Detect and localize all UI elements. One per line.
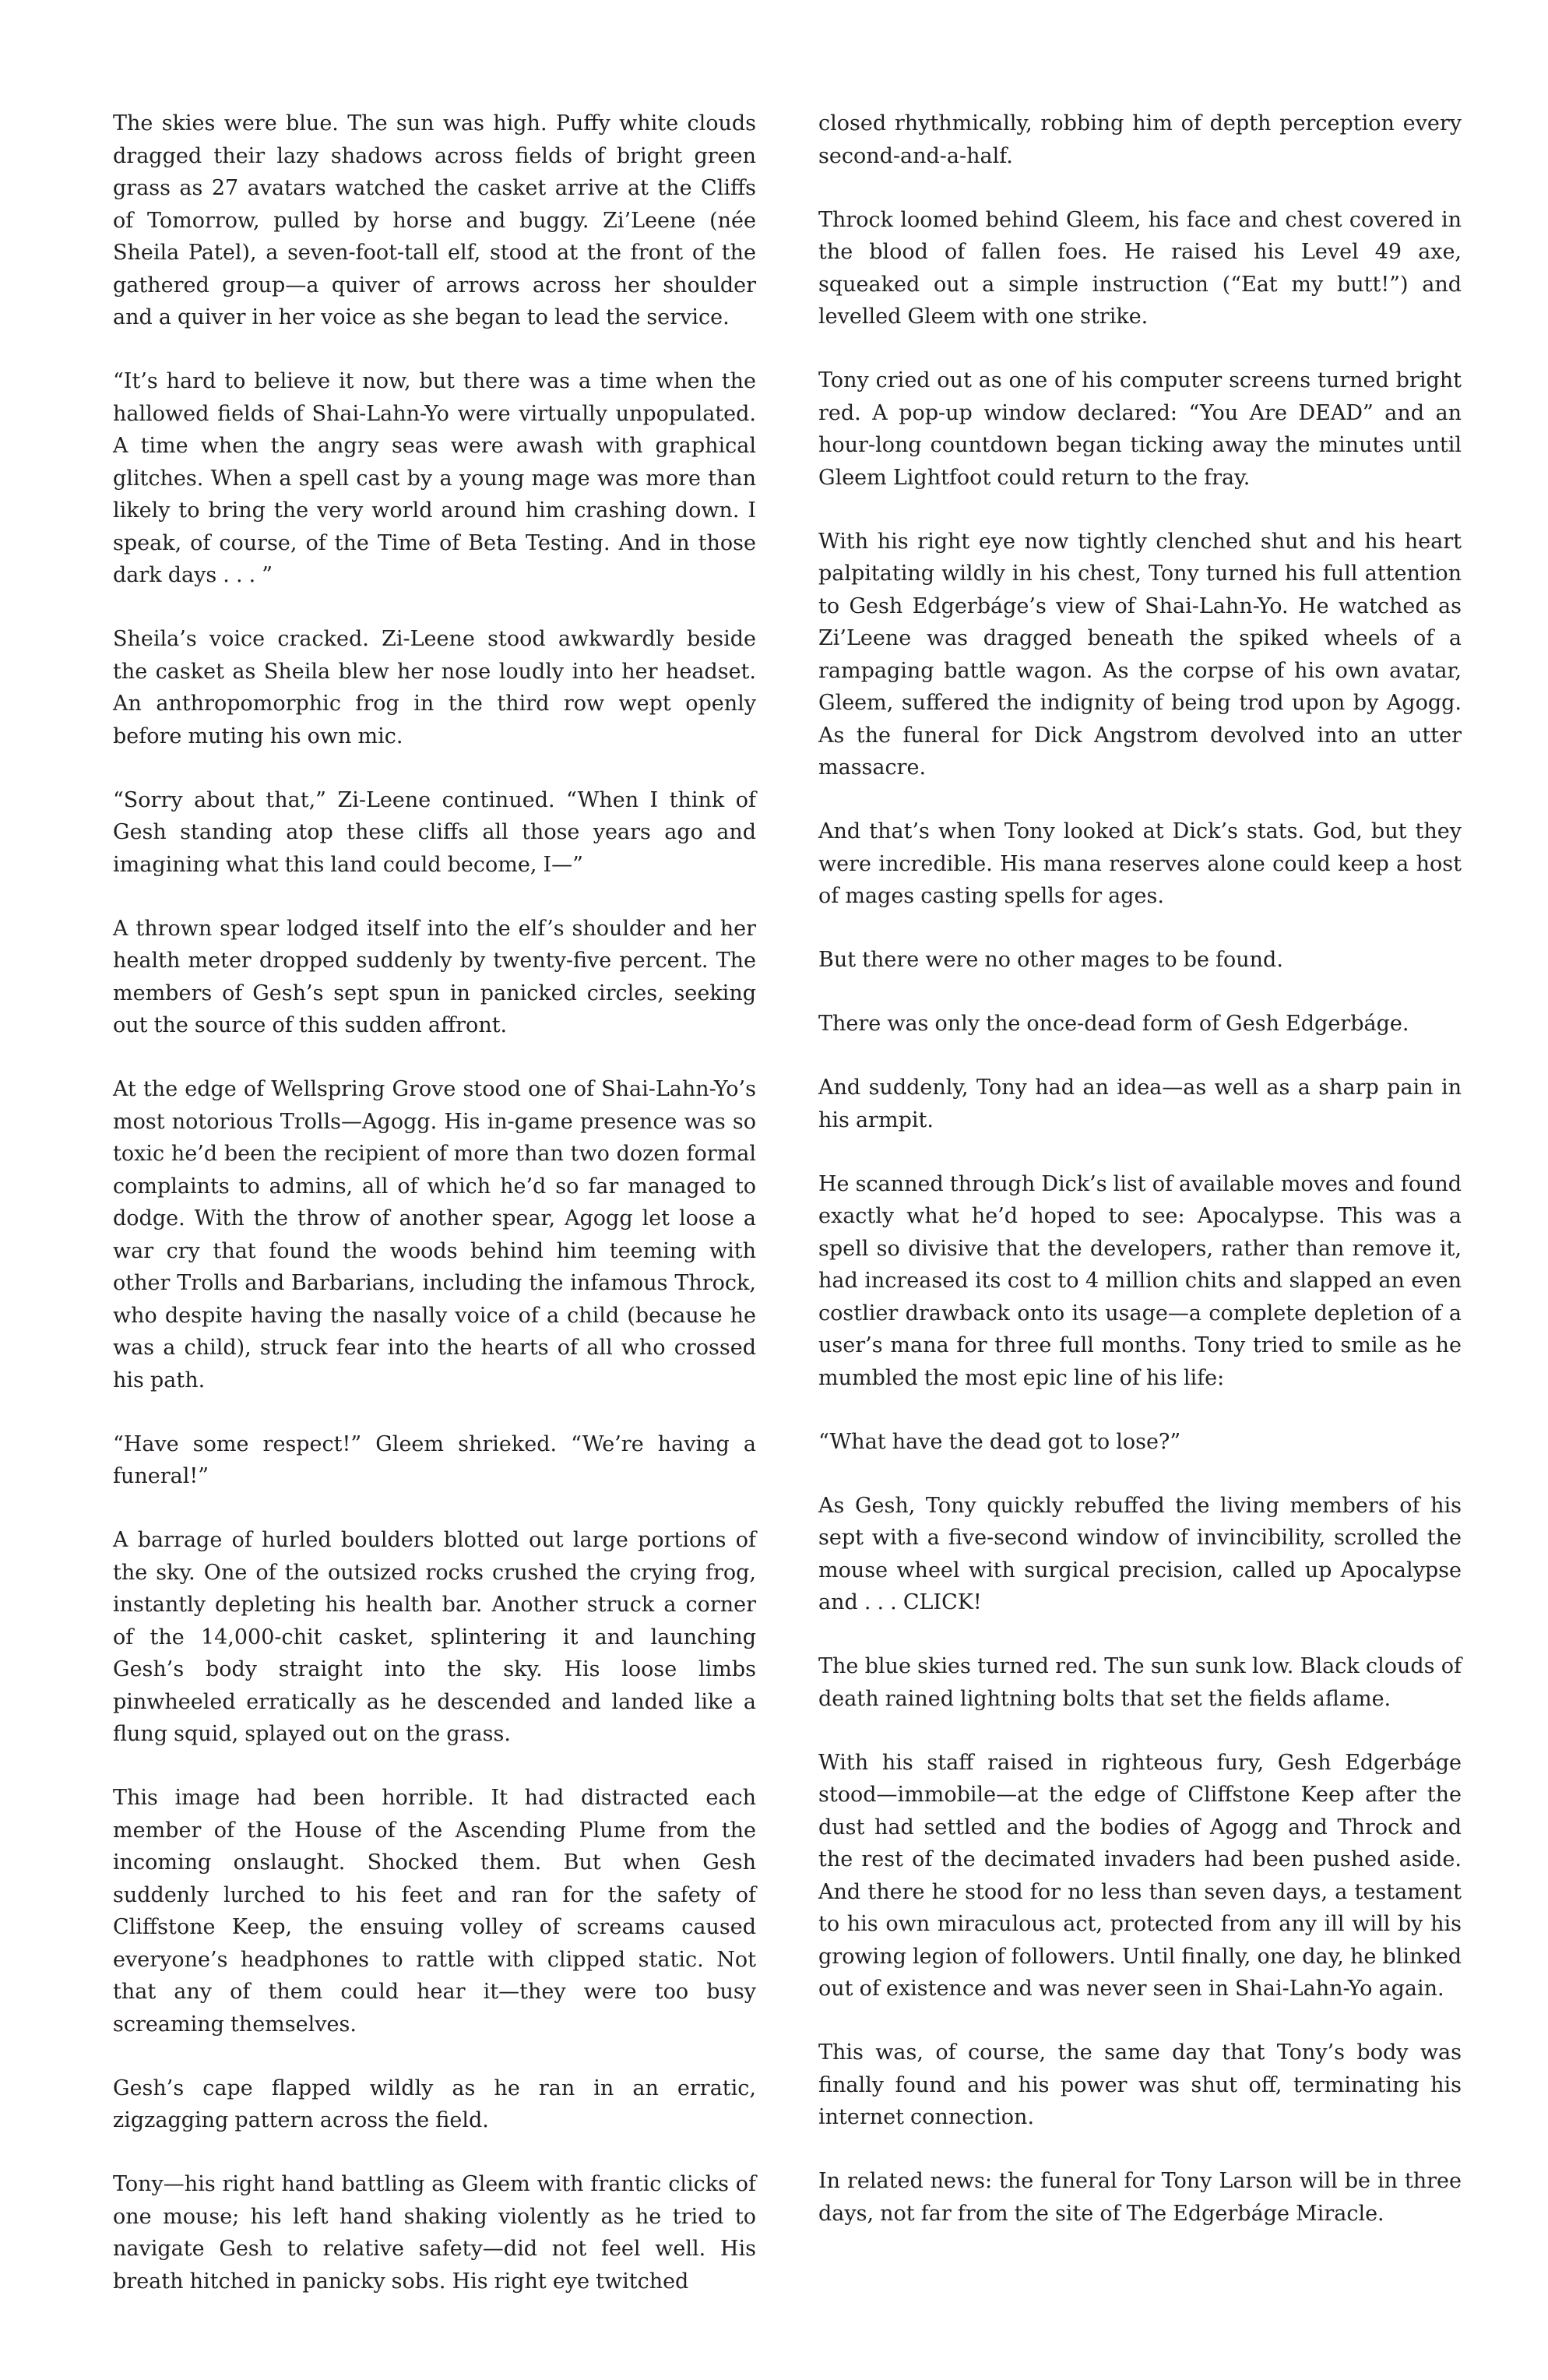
- paragraph: “What have the dead got to lose?”: [818, 1429, 1181, 1454]
- paragraph: But there were no other mages to be found.: [818, 948, 1283, 972]
- left-column: [113, 107, 756, 2329]
- paragraph: closed rhythmically, robbing him of depth perception every second-and-a-half.: [818, 111, 1462, 168]
- paragraph: “Sorry about that,” Zi-Leene continued. “When I think of Gesh standing atop these cliffs all those years ago and imagining what this land could become, I—”: [113, 787, 756, 877]
- paragraph: He scanned through Dick’s list of available moves and found exactly what he’d hoped to see: Apocalypse. This was a spell so divisive that the developers, rather than remove it, had increased its cost to 4 million chits and slapped an even costlier drawback onto its usage—a complete depletion of a user’s mana for three full months. Tony tried to smile as he mumbled the most epic line of his life:: [818, 1171, 1462, 1390]
- paragraph: This was, of course, the same day that Tony’s body was finally found and his power was shut off, terminating his internet connection.: [818, 2040, 1462, 2129]
- paragraph: There was only the once-dead form of Gesh Edgerbáge.: [818, 1012, 1409, 1036]
- paragraph: The blue skies turned red. The sun sunk low. Black clouds of death rained lightning bolts that set the fields aflame.: [818, 1654, 1462, 1711]
- paragraph: Tony—his right hand battling as Gleem with frantic clicks of one mouse; his left hand shaking violently as he tried to navigate Gesh to relative safety—did not feel well. His breath hitched in panicky sobs. His right eye twitched: [113, 2172, 756, 2294]
- paragraph: Sheila’s voice cracked. Zi-Leene stood awkwardly beside the casket as Sheila blew her nose loudly into her headset. An anthropomorphic frog in the third row wept openly before muting his own mic.: [113, 627, 756, 748]
- paragraph: A thrown spear lodged itself into the elf’s shoulder and her health meter dropped suddenly by twenty-five percent. The members of Gesh’s sept spun in panicked circles, seeking out the source of this sudden affront.: [113, 916, 756, 1037]
- paragraph: This image had been horrible. It had distracted each member of the House of the Ascending Plume from the incoming onslaught. Shocked them. But when Gesh suddenly lurched to his feet and ran for the safety of Cliffstone Keep, the ensuing volley of screams caused everyone’s headphones to rattle with clipped static. Not that any of them could hear it—they were too busy screaming themselves.: [113, 1786, 756, 2037]
- paragraph: As Gesh, Tony quickly rebuffed the living members of his sept with a five-second window of invincibility, scrolled the mouse wheel with surgical precision, called up Apocalypse and . . . CLICK!: [818, 1493, 1462, 1614]
- paragraph: Gesh’s cape flapped wildly as he ran in an erratic, zigzagging pattern across the field.: [113, 2075, 756, 2132]
- paragraph: With his right eye now tightly clenched shut and his heart palpitating wildly in his chest, Tony turned his full attention to Gesh Edgerbáge’s view of Shai-Lahn-Yo. He watched as Zi’Leene was dragged beneath the spiked wheels of a rampaging battle wagon. As the corpse of his own avatar, Gleem, suffered the indignity of being trod upon by Agogg. As the funeral for Dick Angstrom devolved into an utter massacre.: [818, 529, 1462, 780]
- paragraph: With his staff raised in righteous fury, Gesh Edgerbáge stood—immobile—at the edge of Cliffstone Keep after the dust had settled and the bodies of Agogg and Throck and the rest of the decimated invaders had been pushed aside. And there he stood for no less than seven days, a testament to his own miraculous act, protected from any ill will by his growing legion of followers. Until finally, one day, he blinked out of existence and was never seen in Shai-Lahn-Yo again.: [818, 1750, 1462, 2001]
- paragraph: “It’s hard to believe it now, but there was a time when the hallowed fields of Shai-Lahn-Yo were virtually unpopulated. A time when the angry seas were awash with graphical glitches. When a spell cast by a young mage was more than likely to bring the very world around him crashing down. I speak, of course, of the Time of Beta Testing. And in those dark days . . . ”: [113, 369, 756, 587]
- paragraph: Tony cried out as one of his computer screens turned bright red. A pop-up window declared: “You Are DEAD” and an hour-long countdown began ticking away the minutes until Gleem Lightfoot could return to the fray.: [818, 368, 1462, 490]
- paragraph: And suddenly, Tony had an idea—as well as a sharp pain in his armpit.: [818, 1076, 1462, 1132]
- paragraph: A barrage of hurled boulders blotted out large portions of the sky. One of the outsized rocks crushed the crying frog, instantly depleting his health bar. Another struck a corner of the 14,000-chit casket, splintering it and launching Gesh’s body straight into the sky. His loose limbs pinwheeled erratically as he descended and landed like a flung squid, splayed out on the grass.: [113, 1528, 756, 1746]
- paragraph: Throck loomed behind Gleem, his face and chest covered in the blood of fallen foes. He raised his Level 49 axe, squeaked out a simple instruction (“Eat my butt!”) and levelled Gleem with one strike.: [818, 207, 1462, 329]
- paragraph: “Have some respect!” Gleem shrieked. “We’re having a funeral!”: [113, 1431, 756, 1488]
- paragraph: And that’s when Tony looked at Dick’s stats. God, but they were incredible. His mana reserves alone could keep a host of mages casting spells for ages.: [818, 819, 1462, 908]
- paragraph: In related news: the funeral for Tony Larson will be in three days, not far from the site of The Edgerbáge Miracle.: [818, 2169, 1462, 2226]
- paragraph: At the edge of Wellspring Grove stood one of Shai-Lahn-Yo’s most notorious Trolls—Agogg. His in-game presence was so toxic he’d been the recipient of more than two dozen formal complaints to admins, all of which he’d so far managed to dodge. With the throw of another spear, Agogg let loose a war cry that found the woods behind him teeming with other Trolls and Barbarians, including the infamous Throck, who despite having the nasally voice of a child (because he was a child), struck fear into the hearts of all who crossed his path.: [113, 1077, 756, 1392]
- right-column: [818, 107, 1462, 2262]
- paragraph: The skies were blue. The sun was high. Puffy white clouds dragged their lazy shadows across fields of bright green grass as 27 avatars watched the casket arrive at the Cliffs of Tomorrow, pulled by horse and buggy. Zi’Leene (née Sheila Patel), a seven-foot-tall elf, stood at the front of the gathered group—a quiver of arrows across her shoulder and a quiver in her voice as she began to lead the service.: [113, 111, 756, 329]
